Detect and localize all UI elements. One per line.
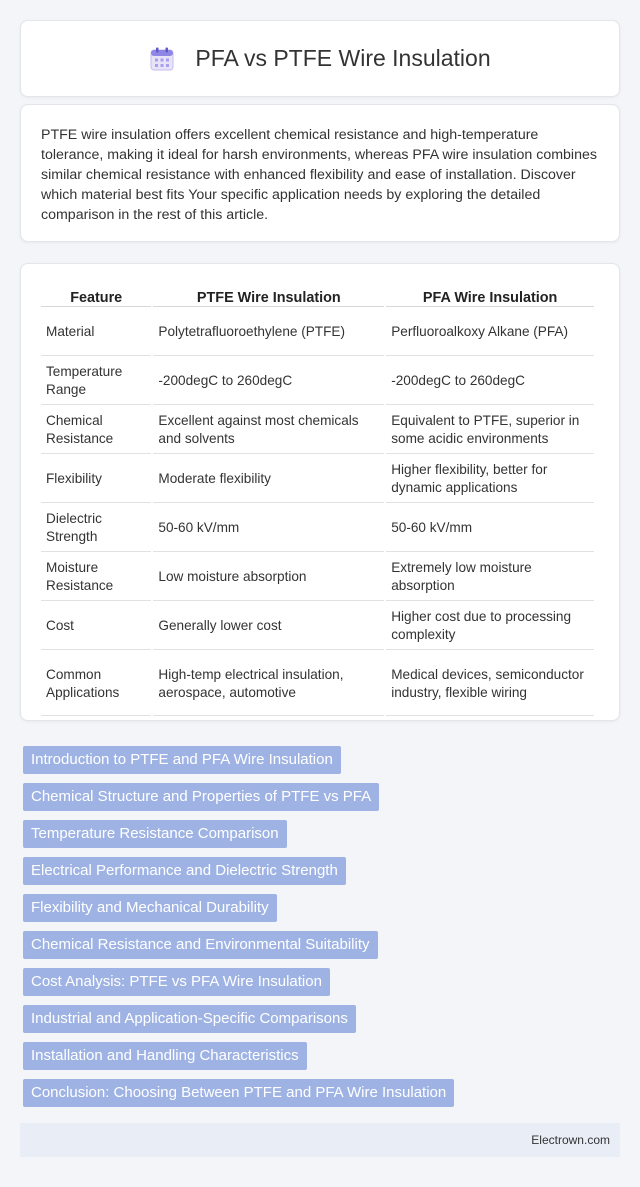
table-cell: High-temp electrical insulation, aerospace, automotive	[153, 652, 384, 716]
footer-brand[interactable]: Electrown.com	[531, 1133, 610, 1147]
table-row	[41, 456, 594, 503]
intro-card	[20, 104, 620, 242]
table-cell: Generally lower cost	[153, 603, 384, 650]
comparison-table-card	[20, 263, 620, 721]
table-cell: Low moisture absorption	[153, 554, 384, 601]
table-row	[41, 603, 594, 650]
table-cell: 50-60 kV/mm	[153, 505, 384, 552]
footer	[20, 1123, 620, 1157]
table-row	[41, 554, 594, 601]
table-cell: Moisture Resistance	[41, 554, 151, 601]
table-row	[41, 309, 594, 356]
calendar-icon	[149, 46, 175, 72]
table-cell: Common Applications	[41, 652, 151, 716]
table-cell: -200degC to 260degC	[153, 358, 384, 405]
page-title: PFA vs PTFE Wire Insulation	[195, 45, 491, 71]
table-cell: Chemical Resistance	[41, 407, 151, 454]
table-cell: Polytetrafluoroethylene (PTFE)	[153, 309, 384, 356]
table-cell: 50-60 kV/mm	[386, 505, 594, 552]
table-cell: Moderate flexibility	[153, 456, 384, 503]
table-cell: Extremely low moisture absorption	[386, 554, 594, 601]
toc-link[interactable]: Industrial and Application-Specific Comparisons	[23, 1005, 356, 1033]
table-row	[41, 358, 594, 405]
toc-link[interactable]: Temperature Resistance Comparison	[23, 820, 287, 848]
table-cell: Dielectric Strength	[41, 505, 151, 552]
table-cell: Cost	[41, 603, 151, 650]
toc-link[interactable]: Cost Analysis: PTFE vs PFA Wire Insulation	[23, 968, 330, 996]
table-cell: Perfluoroalkoxy Alkane (PFA)	[386, 309, 594, 356]
table-row	[41, 407, 594, 454]
header-card	[20, 20, 620, 97]
table-cell: Temperature Range	[41, 358, 151, 405]
table-of-contents	[23, 746, 617, 1116]
table-cell: Higher cost due to processing complexity	[386, 603, 594, 650]
column-header-feature: Feature	[41, 286, 151, 307]
toc-link[interactable]: Introduction to PTFE and PFA Wire Insulation	[23, 746, 341, 774]
toc-link[interactable]: Flexibility and Mechanical Durability	[23, 894, 277, 922]
column-header-pfa: PFA Wire Insulation	[386, 286, 594, 307]
table-cell: Flexibility	[41, 456, 151, 503]
column-header-ptfe: PTFE Wire Insulation	[153, 286, 384, 307]
table-row	[41, 505, 594, 552]
intro-text: PTFE wire insulation offers excellent chemical resistance and high-temperature tolerance, making it ideal for harsh environments, whereas PFA wire insulation combines similar chemical resistance with enhanced flexibility and ease of installation. Discover which material best fits Your specific application needs by exploring the detailed comparison in the rest of this article.	[41, 127, 597, 223]
table-cell: -200degC to 260degC	[386, 358, 594, 405]
toc-link[interactable]: Chemical Structure and Properties of PTFE vs PFA	[23, 783, 379, 811]
table-cell: Medical devices, semiconductor industry, flexible wiring	[386, 652, 594, 716]
toc-link[interactable]: Chemical Resistance and Environmental Suitability	[23, 931, 378, 959]
table-cell: Higher flexibility, better for dynamic applications	[386, 456, 594, 503]
toc-link[interactable]: Installation and Handling Characteristics	[23, 1042, 307, 1070]
toc-link[interactable]: Electrical Performance and Dielectric Strength	[23, 857, 346, 885]
toc-link[interactable]: Conclusion: Choosing Between PTFE and PFA Wire Insulation	[23, 1079, 454, 1107]
comparison-table	[39, 284, 596, 718]
table-header-row	[41, 286, 594, 307]
table-cell: Material	[41, 309, 151, 356]
table-row	[41, 652, 594, 716]
table-cell: Equivalent to PTFE, superior in some acidic environments	[386, 407, 594, 454]
table-cell: Excellent against most chemicals and solvents	[153, 407, 384, 454]
